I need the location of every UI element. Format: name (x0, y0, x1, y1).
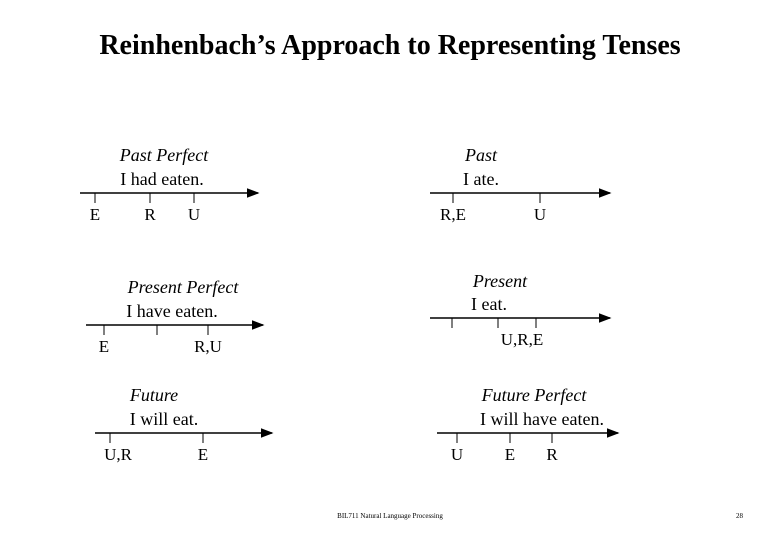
tick-label: E (89, 205, 101, 224)
example-sentence: I ate. (463, 169, 499, 189)
tense-label: Past Perfect (119, 145, 209, 165)
example-sentence: I have eaten. (126, 301, 218, 321)
tense-label: Present (472, 271, 528, 291)
slide-title: Reinhenbach’s Approach to Representing Tenses (99, 30, 681, 61)
tick-label: R,U (194, 337, 222, 356)
page-number: 28 (736, 512, 743, 520)
footer-course-name: BIL711 Natural Language Processing (337, 512, 443, 520)
tick-label: E (504, 445, 516, 464)
panel-present (430, 271, 610, 349)
tick-label: U (533, 205, 547, 224)
example-sentence: I had eaten. (120, 169, 204, 189)
tick-label: E (98, 337, 110, 356)
panel-future (95, 385, 272, 464)
tick-label: U,R (104, 445, 132, 464)
panel-past-perfect (80, 145, 258, 224)
panel-present-perfect (86, 277, 263, 356)
panel-future-perfect (437, 385, 618, 464)
tick-label: R (546, 445, 558, 464)
tick-label: U (187, 205, 201, 224)
example-sentence: I eat. (471, 294, 507, 314)
tick-label: R (144, 205, 156, 224)
tense-label: Future (129, 385, 179, 405)
example-sentence: I will have eaten. (480, 409, 604, 429)
tense-label: Future Perfect (481, 385, 587, 405)
tick-label: R,E (440, 205, 466, 224)
tense-label: Present Perfect (127, 277, 239, 297)
tick-label: U (450, 445, 464, 464)
tick-label: U,R,E (500, 330, 544, 349)
panel-past (430, 145, 610, 224)
example-sentence: I will eat. (129, 409, 199, 429)
tense-label: Past (464, 145, 498, 165)
tick-label: E (197, 445, 209, 464)
